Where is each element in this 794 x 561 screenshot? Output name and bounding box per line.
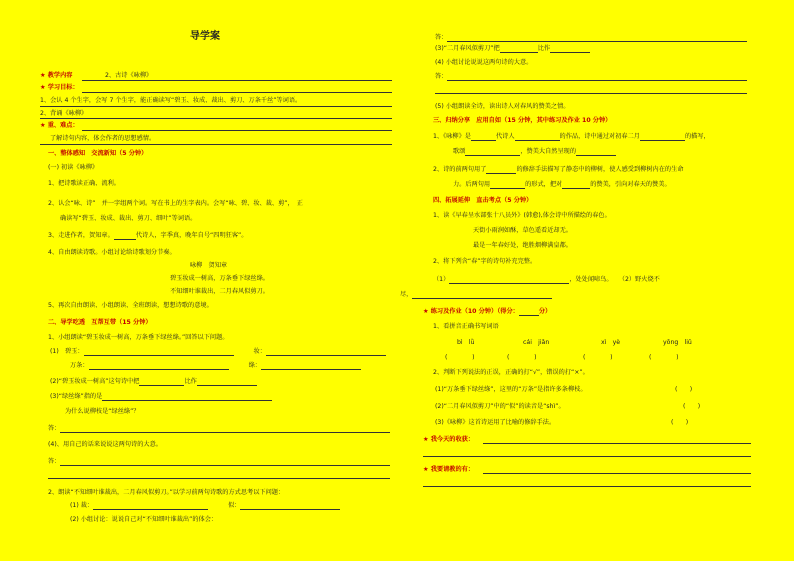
section-3a: 1、《咏柳》是 代诗人 的作品，诗中通过对初春二月 的描写，	[433, 133, 710, 140]
section-3-heading: 三、归纳分享 应用自如（15 分钟，其中练习及作业 10 分钟）	[433, 117, 612, 124]
answer-line[interactable]	[447, 80, 747, 81]
answer-label-r1: 答：	[435, 34, 448, 41]
judge-box-3[interactable]: ( )	[671, 419, 689, 426]
section-1c: 2、认会“咏、诗” 并一字组两个词。写在书上的生字表内。会写“咏、碧、妆、裁、剪”， 正	[48, 200, 303, 207]
section-2a: 1、小组朗读“碧玉妆成一树高，万条垂下绿丝绦。”回答以下问题。	[48, 334, 229, 341]
poem2-line-1: 天街小雨润如酥，草色遥看近却无。	[473, 227, 572, 234]
ask-line[interactable]	[423, 486, 751, 487]
goals-label: ★ 学习目标：	[40, 84, 79, 91]
underline	[82, 130, 392, 131]
judge-1: (1)“万条垂下绿丝绦”，这里的“万条”是指许多条柳枝。	[435, 386, 587, 393]
section-4a: 1、读《早春呈水部张十八员外》(韩愈),体会诗中所描绘的春色。	[433, 212, 611, 219]
goal-1: 1、会认 4 个生字，会写 7 个生字，能正确读写“碧玉、妆成、裁出、剪刀、万条千丝”等词语。	[40, 97, 302, 104]
content-label: ★ 教学内容	[40, 72, 73, 79]
poem-line-1: 碧玉妆成一树高，万条垂下绿丝绦。	[170, 275, 269, 282]
section-1f: 4、自由朗读诗歌。小组讨论给诗歌划分节奏。	[48, 249, 176, 256]
keypoints-label: ★ 重、难点：	[40, 122, 79, 129]
gain-line[interactable]	[483, 443, 751, 444]
answer-box-3[interactable]: ( )	[583, 354, 613, 361]
content-text: 2、古诗《咏柳》	[105, 72, 153, 79]
section-2f: 为什么说柳枝是“绿丝绦”？	[65, 408, 140, 415]
section-2c: 万条： 绦：	[70, 362, 361, 370]
r-item-3: (3)“二月春风似剪刀”把 比作	[435, 45, 590, 53]
answer-box-2[interactable]: ( )	[507, 354, 537, 361]
section-2h: 2、朗读“不知细叶谁裁出，二月春风似剪刀。”以学习前两句诗歌的方式思考以下问题：	[48, 489, 285, 496]
underline	[40, 106, 392, 107]
pinyin-3: xì yè	[601, 339, 621, 346]
section-4-heading: 四、拓展延伸 直击考点（5 分钟）	[433, 197, 533, 204]
answer-label-1: 答：	[48, 425, 61, 432]
section-3d: 力。后两句用 的形式，把对 的赞美，引向对春天的赞美。	[453, 181, 671, 188]
exercise-2: 2、判断下列说法的正误，正确的打“√”，错误的打“×”。	[433, 369, 589, 376]
underline	[82, 92, 392, 93]
exercise-1: 1、看拼音正确书写词语	[433, 323, 499, 330]
exercise-heading: ★ 练习及作业（10 分钟）（得分： 分）	[423, 308, 552, 315]
pinyin-2: cái jiǎn	[523, 339, 550, 346]
answer-line[interactable]	[60, 432, 390, 433]
answer-line[interactable]	[60, 465, 390, 466]
answer-line[interactable]	[447, 41, 747, 42]
section-3c: 2、诗的前两句用了 的修辞手法描写了静态中的柳树，使人感受到柳树内在的生命	[433, 166, 684, 173]
section-1e: 3、走进作者，贺知章。 代诗人，字季真，晚年自号“四明狂客”。	[48, 232, 248, 239]
pinyin-1: bì lǜ	[457, 339, 475, 346]
judge-3: (3)《咏柳》这首诗运用了比喻的修辞手法。	[435, 419, 556, 426]
section-4c: （1） ，处处闻啼鸟。 （2）野火烧不	[433, 276, 660, 283]
answer-line[interactable]	[435, 93, 747, 94]
r-item-5: (5) 小组朗读全诗，读出诗人对春风的赞美之情。	[435, 103, 570, 110]
section-1b: 1、把诗歌读正确、流利。	[48, 180, 120, 187]
goal-2: 2、背诵《咏柳》	[40, 110, 88, 117]
section-2e: (3)“绿丝绦”指的是	[50, 393, 272, 401]
judge-box-2[interactable]: ( )	[683, 403, 701, 410]
section-1-heading: 一、整体感知 交流新知（5 分钟）	[48, 150, 148, 157]
poem2-line-2: 最是一年春好处，绝胜烟柳满皇都。	[473, 242, 572, 249]
section-2j: (2) 小组讨论：说说自己对“不知细叶谁裁出”的体会：	[70, 516, 218, 523]
section-1d: 确读写“碧玉、妆成、裁出、剪刀、细叶”等词语。	[60, 215, 197, 222]
section-4d: 尽，	[400, 291, 552, 299]
answer-label-r2: 答：	[435, 73, 448, 80]
judge-box-1[interactable]: ( )	[675, 386, 693, 393]
answer-line[interactable]	[48, 478, 390, 479]
section-4b: 2、将下列含“春”字的诗句补充完整。	[433, 258, 537, 265]
underline	[40, 118, 392, 119]
section-3b: 歌颂 ，赞美大自然呈现的	[453, 148, 616, 156]
section-1a: (一) 初读《咏柳》	[48, 164, 99, 171]
poem-line-2: 不知细叶谁裁出，二月春风似剪刀。	[170, 288, 269, 295]
section-2b: (1) 碧玉： 妆：	[50, 348, 386, 356]
r-item-4: (4) 小组讨论说说这两句诗的大意。	[435, 59, 533, 66]
gain-label: ★ 我今天的收获：	[423, 436, 475, 443]
page-title: 导学案	[190, 31, 220, 42]
ask-line[interactable]	[483, 473, 751, 474]
underline	[82, 80, 392, 81]
ask-label: ★ 我要请教的有：	[423, 466, 475, 473]
judge-2: (2)“二月春风似剪刀”中的“似”的读音是“shì”。	[435, 403, 565, 410]
section-2d: (2)“碧玉妆成一树高”这句诗中把 比作	[50, 378, 257, 386]
section-2-heading: 二、导学吃透 互帮互带（15 分钟）	[48, 319, 152, 326]
section-2i: (1) 裁： 似：	[70, 502, 340, 510]
answer-box-4[interactable]: ( )	[649, 354, 679, 361]
answer-box-1[interactable]: ( )	[445, 354, 475, 361]
section-2g: (4)、用自己的话来说说这两句诗的大意。	[48, 441, 162, 448]
keypoints-text: 了解诗句内容，体会作者的思想感情。	[50, 135, 156, 142]
poem-title: 咏柳 贺知章	[190, 262, 228, 269]
answer-label-2: 答：	[48, 458, 61, 465]
section-1g: 5、再次自由朗读、小组朗读、全班朗读，想想诗歌的意境。	[48, 302, 213, 309]
underline	[40, 144, 392, 145]
pinyin-4: yōng liǔ	[663, 339, 692, 346]
gain-line[interactable]	[423, 456, 751, 457]
